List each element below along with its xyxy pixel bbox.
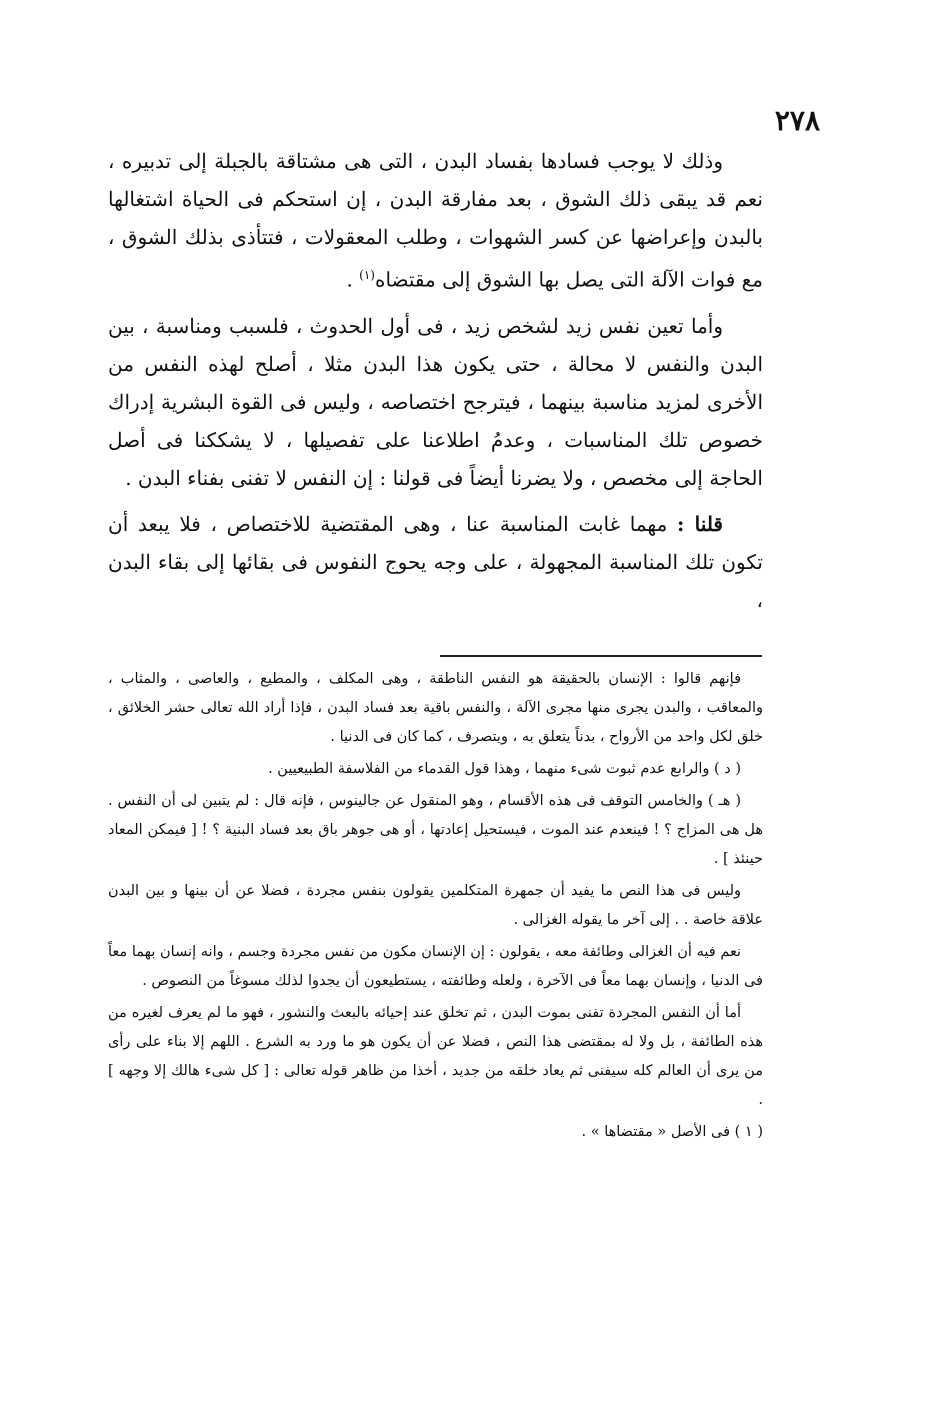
footnote: نعم فيه أن الغزالى وطائفة معه ، يقولون : إن الإنسان مكون من نفس مجردة وجسم ، وانه إنسان بهما معاً فى الدنيا ، وإنسان بهما معاً فى الآخرة ، ولعله وطائفته ، يستطيعون أن يجدوا لذلك مسوغاً من النصوص .: [108, 944, 763, 989]
footnote-reference: (١): [359, 268, 375, 282]
main-paragraph: [108, 505, 763, 619]
main-paragraph: [108, 307, 763, 497]
page-number: ٢٧٨: [774, 104, 820, 137]
footnote: ( هـ ) والخامس التوقف فى هذه الأقسام ، وهو المنقول عن جالينوس ، فإنه قال : لم يتبين لى أن النفس . هل هى المزاج ؟ ! فينعدم عند الموت ، فيستحيل إعادتها ، أو هى جوهر باق بعد فساد البنية ؟ ! [ فيمكن المعاد حينئذ ] .: [108, 793, 763, 867]
paragraph-end: .: [346, 267, 360, 292]
footnote-divider: [440, 655, 762, 657]
footnotes: [108, 665, 763, 1150]
main-text: [108, 142, 763, 627]
footnote: فإنهم قالوا : الإنسان بالحقيقة هو النفس الناطقة ، وهى المكلف ، والمطيع ، والعاصى ، والمثاب ، والمعاقب ، والبدن يجرى منها مجرى الآلة ، والنفس باقية بعد فساد البدن ، فإذا أراد الله تعالى حشر الخلائق ، خلق لكل واحد من الأرواح ، بدناً يتعلق به ، ويتصرف ، كما كان فى الدنيا .: [108, 671, 763, 745]
paragraph-lead: قلنا :: [677, 511, 723, 536]
paragraph-text: وذلك لا يوجب فسادها بفساد البدن ، التى هى مشتاقة بالجبلة إلى تدبيره ، نعم قد يبقى ذلك الشوق ، بعد مفارقة البدن ، إن استحكم فى الحياة اشتغالها بالبدن وإعراضها عن كسر الشهوات ، وطلب المعقولات ، فتتأذى بذلك الشوق ، مع فوات الآلة التى يصل بها الشوق إلى مقتضاه: [108, 149, 763, 292]
footnote: ( د ) والرابع عدم ثبوت شىء منهما ، وهذا قول القدماء من الفلاسفة الطبيعيين .: [268, 761, 741, 777]
footnote: ( ١ ) فى الأصل « مقتضاها » .: [581, 1124, 763, 1140]
paragraph-text: مهما غابت المناسبة عنا ، وهى المقتضية للاختصاص ، فلا يبعد أن تكون تلك المناسبة المجهولة ، على وجه يحوج النفوس فى بقائها إلى بقاء البدن ،: [108, 511, 763, 612]
paragraph-text: وأما تعين نفس زيد لشخص زيد ، فى أول الحدوث ، فلسبب ومناسبة ، بين البدن والنفس لا محالة ، حتى يكون هذا البدن مثلا ، أصلح لهذه النفس من الأخرى لمزيد مناسبة بينهما ، فيترجح اختصاصه ، وليس فى القوة البشرية إدراك خصوص تلك المناسبات ، وعدمُ اطلاعنا على تفصيلها ، لا يشككنا فى أصل الحاجة إلى مخصص ، ولا يضرنا أيضاً فى قولنا : إن النفس لا تفنى بفناء البدن .: [108, 313, 763, 490]
footnote: أما أن النفس المجردة تفنى بموت البدن ، ثم تخلق عند إحيائه بالبعث والنشور ، فهو ما لم يعرف لغيره من هذه الطائفة ، بل ولا له بمقتضى هذا النص ، فضلا عن أن يكون هو ما ورد به الشرع . اللهم إلا بناء على رأى من يرى أن العالم كله سيفنى ثم يعاد خلقه من جديد ، أخذا من ظاهر قوله تعالى : [ كل شىء هالك إلا وجهه ] .: [108, 1005, 763, 1108]
footnote: وليس فى هذا النص ما يفيد أن جمهرة المتكلمين يقولون بنفس مجردة ، فضلا عن أن بينها و بين البدن علاقة خاصة . . إلى آخر ما يقوله الغزالى .: [108, 883, 763, 928]
main-paragraph: [108, 142, 763, 299]
